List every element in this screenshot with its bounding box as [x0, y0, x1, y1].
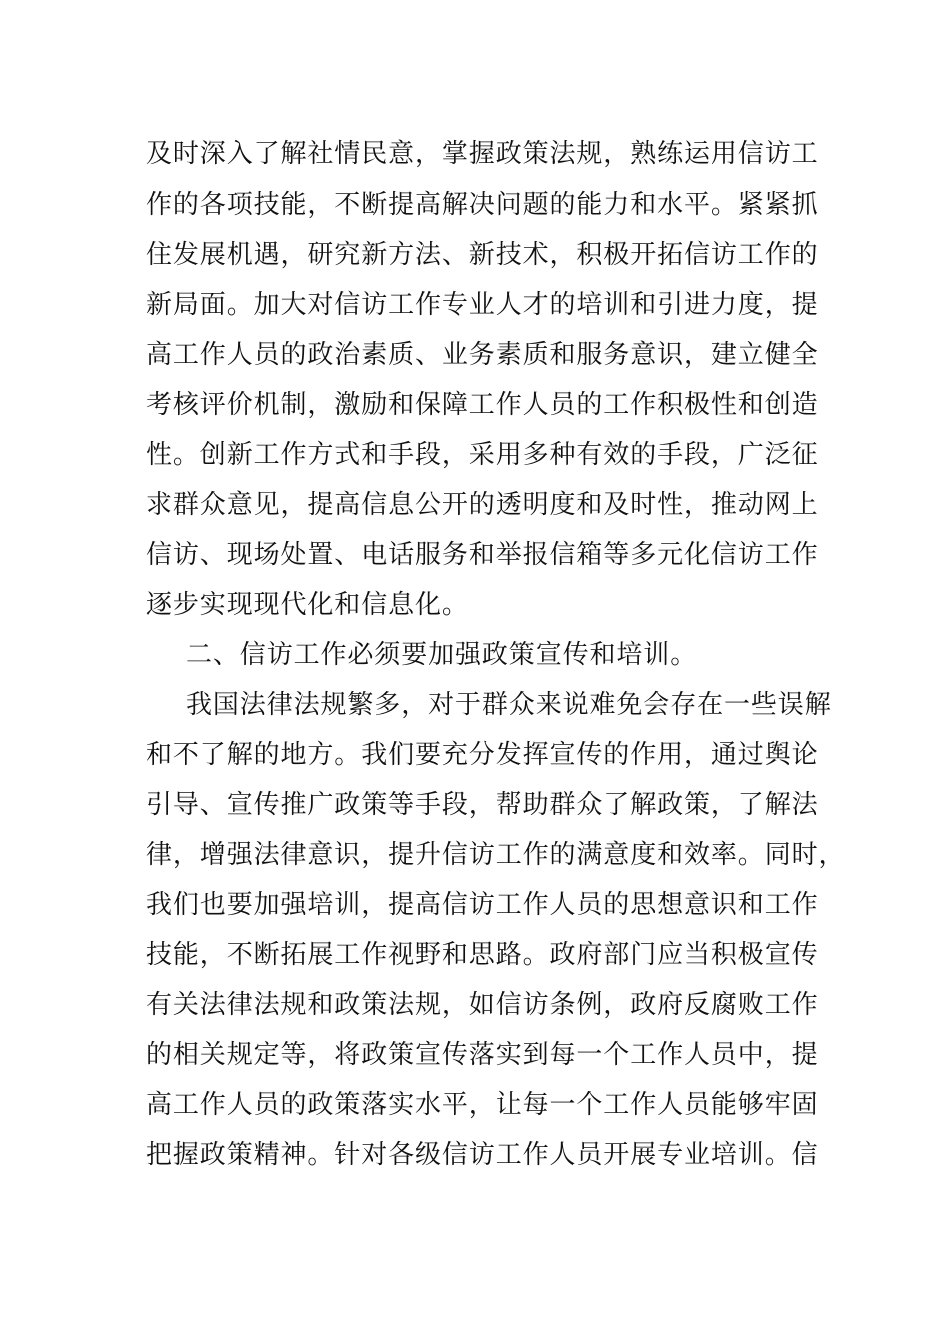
body-text-line: 住发展机遇，研究新方法、新技术，积极开拓信访工作的 — [146, 240, 819, 270]
body-text-line: 求群众意见，提高信息公开的透明度和及时性，推动网上 — [146, 490, 819, 520]
body-text-line: 高工作人员的政策落实水平，让每一个工作人员能够牢固 — [146, 1090, 819, 1120]
body-text-line: 引导、宣传推广政策等手段，帮助群众了解政策，了解法 — [146, 790, 819, 820]
body-text-line: 和不了解的地方。我们要充分发挥宣传的作用，通过舆论 — [146, 740, 819, 770]
body-text-line: 高工作人员的政治素质、业务素质和服务意识，建立健全 — [146, 340, 819, 370]
body-text-line: 及时深入了解社情民意，掌握政策法规，熟练运用信访工 — [146, 139, 819, 169]
body-text-line: 信访、现场处置、电话服务和举报信箱等多元化信访工作 — [146, 540, 819, 570]
body-text-line: 有关法律法规和政策法规，如信访条例，政府反腐败工作 — [146, 990, 819, 1020]
body-text-line: 新局面。加大对信访工作专业人才的培训和引进力度，提 — [146, 290, 819, 320]
body-text-line: 性。创新工作方式和手段，采用多种有效的手段，广泛征 — [146, 440, 819, 470]
body-text-line: 考核评价机制，激励和保障工作人员的工作积极性和创造 — [146, 390, 819, 420]
body-text-line: 逐步实现现代化和信息化。 — [146, 590, 469, 620]
body-text-line: 作的各项技能，不断提高解决问题的能力和水平。紧紧抓 — [146, 190, 819, 220]
body-text-line: 技能，不断拓展工作视野和思路。政府部门应当积极宣传 — [146, 940, 819, 970]
body-text-line: 的相关规定等，将政策宣传落实到每一个工作人员中，提 — [146, 1040, 819, 1070]
body-text-line: 律，增强法律意识，提升信访工作的满意度和效率。同时， — [146, 840, 846, 870]
body-text-line: 我国法律法规繁多，对于群众来说难免会存在一些误解 — [186, 690, 832, 720]
body-text-line: 把握政策精神。针对各级信访工作人员开展专业培训。信 — [146, 1140, 819, 1170]
body-text-line: 我们也要加强培训，提高信访工作人员的思想意识和工作 — [146, 890, 819, 920]
section-heading: 二、信访工作必须要加强政策宣传和培训。 — [186, 640, 698, 670]
